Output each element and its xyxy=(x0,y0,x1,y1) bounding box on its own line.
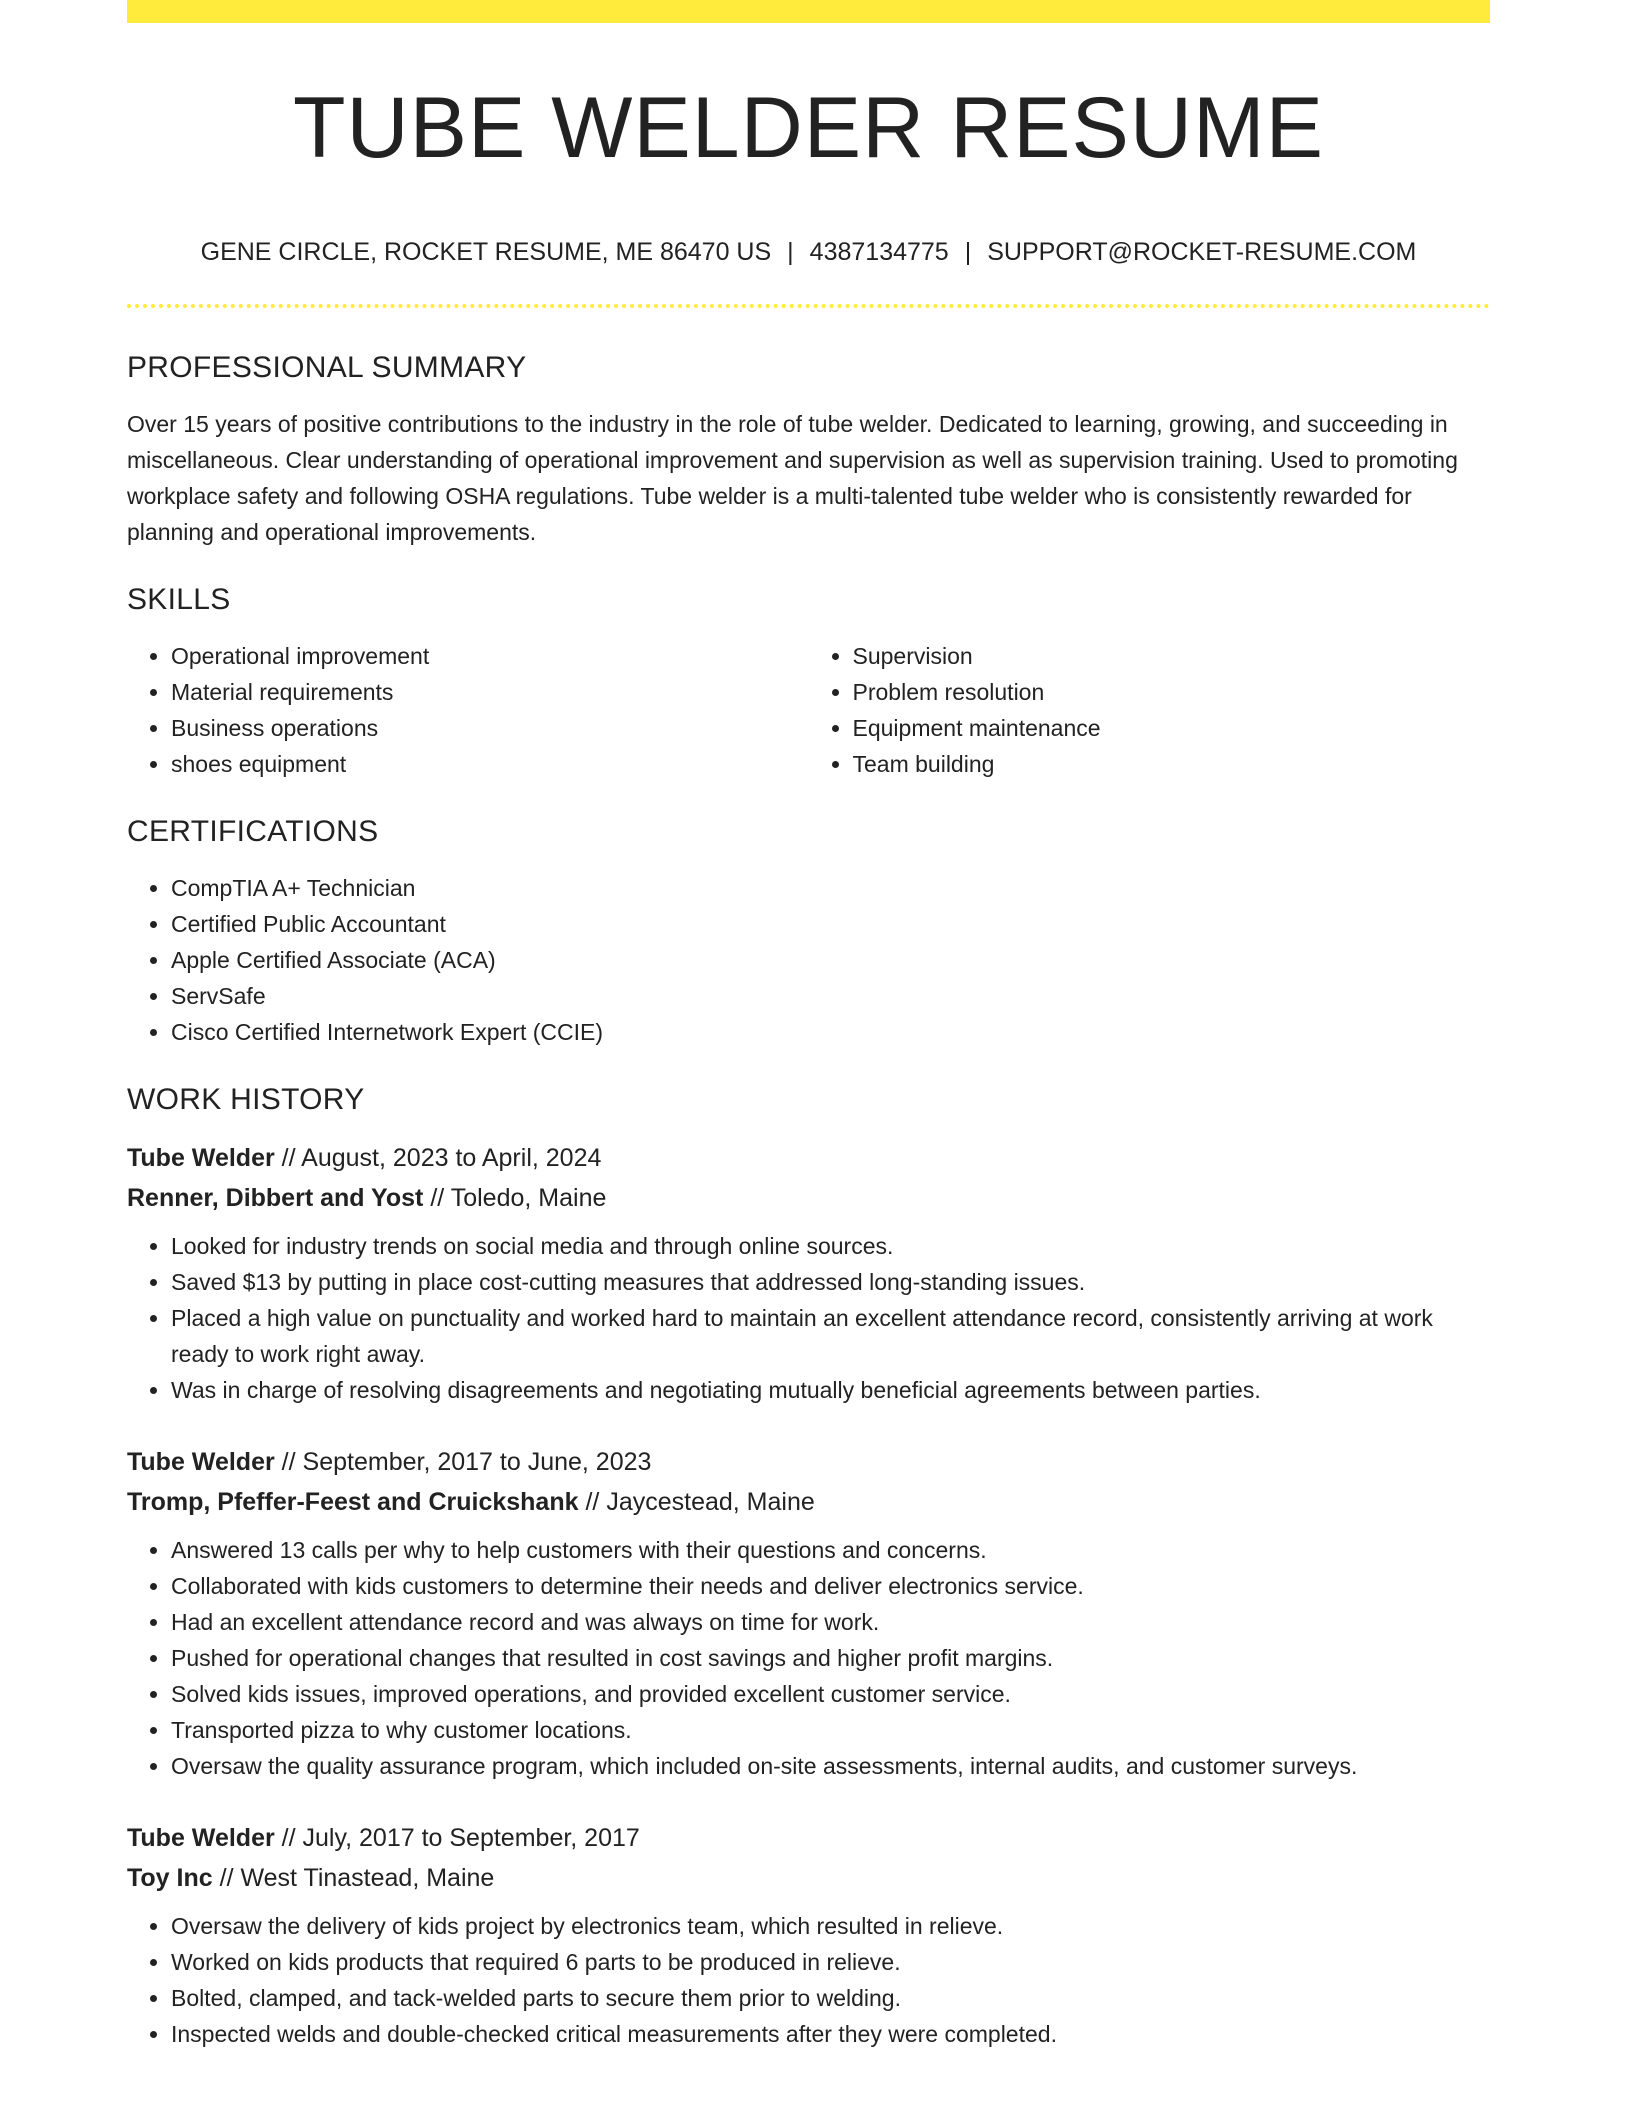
job-title-line xyxy=(127,1442,1490,1482)
job-bullet: • Looked for industry trends on social media and through online sources. xyxy=(171,1228,1490,1264)
job-company: Tromp, Pfeffer-Feest and Cruickshank xyxy=(127,1488,579,1516)
job-company-line xyxy=(127,1858,1490,1898)
job-bullet: • Bolted, clamped, and tack-welded parts to secure them prior to welding. xyxy=(171,1980,1490,2016)
job-entry xyxy=(127,1442,1490,1784)
certification-item: • Cisco Certified Internetwork Expert (CCIE) xyxy=(171,1014,1490,1050)
job-title: Tube Welder xyxy=(127,1824,275,1852)
contact-email: SUPPORT@ROCKET-RESUME.COM xyxy=(987,238,1417,266)
contact-separator: | xyxy=(787,238,794,266)
job-bullet: • Inspected welds and double-checked critical measurements after they were completed. xyxy=(171,2016,1490,2052)
skill-item: • Material requirements xyxy=(171,674,809,710)
summary-text: Over 15 years of positive contributions to the industry in the role of tube welder. Dedicated to learning, growing, and succeeding in miscellaneous. Clear understanding of operational improvement and supervision as well as supervision training. Used to promoting workplace safety and following OSHA regulations. Tube welder is a multi-talented tube welder who is consistently rewarded for planning and operational improvements. xyxy=(127,411,1458,545)
job-title: Tube Welder xyxy=(127,1448,275,1476)
work-history-section xyxy=(127,1080,1490,2052)
job-bullet: • Transported pizza to why customer locations. xyxy=(171,1712,1490,1748)
certification-item: • Certified Public Accountant xyxy=(171,906,1490,942)
certification-item: • Apple Certified Associate (ACA) xyxy=(171,942,1490,978)
job-entry xyxy=(127,1138,1490,1408)
job-bullets xyxy=(127,1532,1490,1784)
job-bullet: • Answered 13 calls per why to help customers with their questions and concerns. xyxy=(171,1532,1490,1568)
job-bullet: • Had an excellent attendance record and was always on time for work. xyxy=(171,1604,1490,1640)
job-location: Jaycestead, Maine xyxy=(606,1488,815,1516)
job-separator: // xyxy=(281,1824,296,1852)
accent-bar xyxy=(127,0,1490,23)
job-dates: August, 2023 to April, 2024 xyxy=(301,1144,602,1172)
job-bullet: • Was in charge of resolving disagreements and negotiating mutually beneficial agreements between parties. xyxy=(171,1372,1490,1408)
job-bullet: • Oversaw the quality assurance program, which included on-site assessments, internal audits, and customer surveys. xyxy=(171,1748,1490,1784)
skill-item: • Problem resolution xyxy=(853,674,1491,710)
certification-item: • CompTIA A+ Technician xyxy=(171,870,1490,906)
work-history-heading: WORK HISTORY xyxy=(127,1083,365,1116)
job-dates: September, 2017 to June, 2023 xyxy=(302,1448,652,1476)
dotted-divider xyxy=(127,304,1490,308)
job-company: Renner, Dibbert and Yost xyxy=(127,1184,424,1212)
contact-phone: 4387134775 xyxy=(809,238,949,266)
job-location: West Tinastead, Maine xyxy=(240,1864,495,1892)
job-separator: // xyxy=(585,1488,600,1516)
job-bullets xyxy=(127,1908,1490,2052)
job-bullet: • Saved $13 by putting in place cost-cutting measures that addressed long-standing issues. xyxy=(171,1264,1490,1300)
skill-item: • Operational improvement xyxy=(171,638,809,674)
job-title-line xyxy=(127,1818,1490,1858)
resume-title: TUBE WELDER RESUME xyxy=(292,80,1325,176)
job-entry xyxy=(127,1818,1490,2052)
skills-list-right xyxy=(809,638,1491,782)
certifications-heading: CERTIFICATIONS xyxy=(127,815,379,848)
skill-item: • shoes equipment xyxy=(171,746,809,782)
job-title: Tube Welder xyxy=(127,1144,275,1172)
job-location: Toledo, Maine xyxy=(450,1184,607,1212)
job-separator: // xyxy=(219,1864,234,1892)
job-bullet: • Worked on kids products that required 6 parts to be produced in relieve. xyxy=(171,1944,1490,1980)
skill-item: • Team building xyxy=(853,746,1491,782)
job-dates: July, 2017 to September, 2017 xyxy=(302,1824,640,1852)
job-company: Toy Inc xyxy=(127,1864,213,1892)
job-bullet: • Solved kids issues, improved operations, and provided excellent customer service. xyxy=(171,1676,1490,1712)
contact-address: GENE CIRCLE, ROCKET RESUME, ME 86470 US xyxy=(200,238,772,266)
skills-list-left xyxy=(127,638,809,782)
skill-item: • Business operations xyxy=(171,710,809,746)
job-bullet: • Placed a high value on punctuality and worked hard to maintain an excellent attendance record, consistently arriving at work ready to work right away. xyxy=(171,1300,1490,1372)
job-bullet: • Pushed for operational changes that resulted in cost savings and higher profit margins. xyxy=(171,1640,1490,1676)
certifications-list xyxy=(127,870,1490,1050)
certifications-section xyxy=(127,812,1490,1050)
contact-line xyxy=(127,236,1490,268)
job-bullet: • Collaborated with kids customers to determine their needs and deliver electronics service. xyxy=(171,1568,1490,1604)
summary-heading: PROFESSIONAL SUMMARY xyxy=(127,351,527,384)
skills-heading: SKILLS xyxy=(127,583,231,616)
job-separator: // xyxy=(281,1144,296,1172)
skill-item: • Supervision xyxy=(853,638,1491,674)
skills-columns xyxy=(127,638,1490,782)
skill-item: • Equipment maintenance xyxy=(853,710,1491,746)
job-company-line xyxy=(127,1178,1490,1218)
job-bullets xyxy=(127,1228,1490,1408)
job-title-line xyxy=(127,1138,1490,1178)
job-company-line xyxy=(127,1482,1490,1522)
job-separator: // xyxy=(281,1448,296,1476)
skills-section xyxy=(127,580,1490,782)
resume-content xyxy=(127,348,1490,2052)
contact-separator: | xyxy=(964,238,972,266)
job-separator: // xyxy=(430,1184,445,1212)
certification-item: • ServSafe xyxy=(171,978,1490,1014)
job-bullet: • Oversaw the delivery of kids project by electronics team, which resulted in relieve. xyxy=(171,1908,1490,1944)
summary-section xyxy=(127,348,1490,550)
